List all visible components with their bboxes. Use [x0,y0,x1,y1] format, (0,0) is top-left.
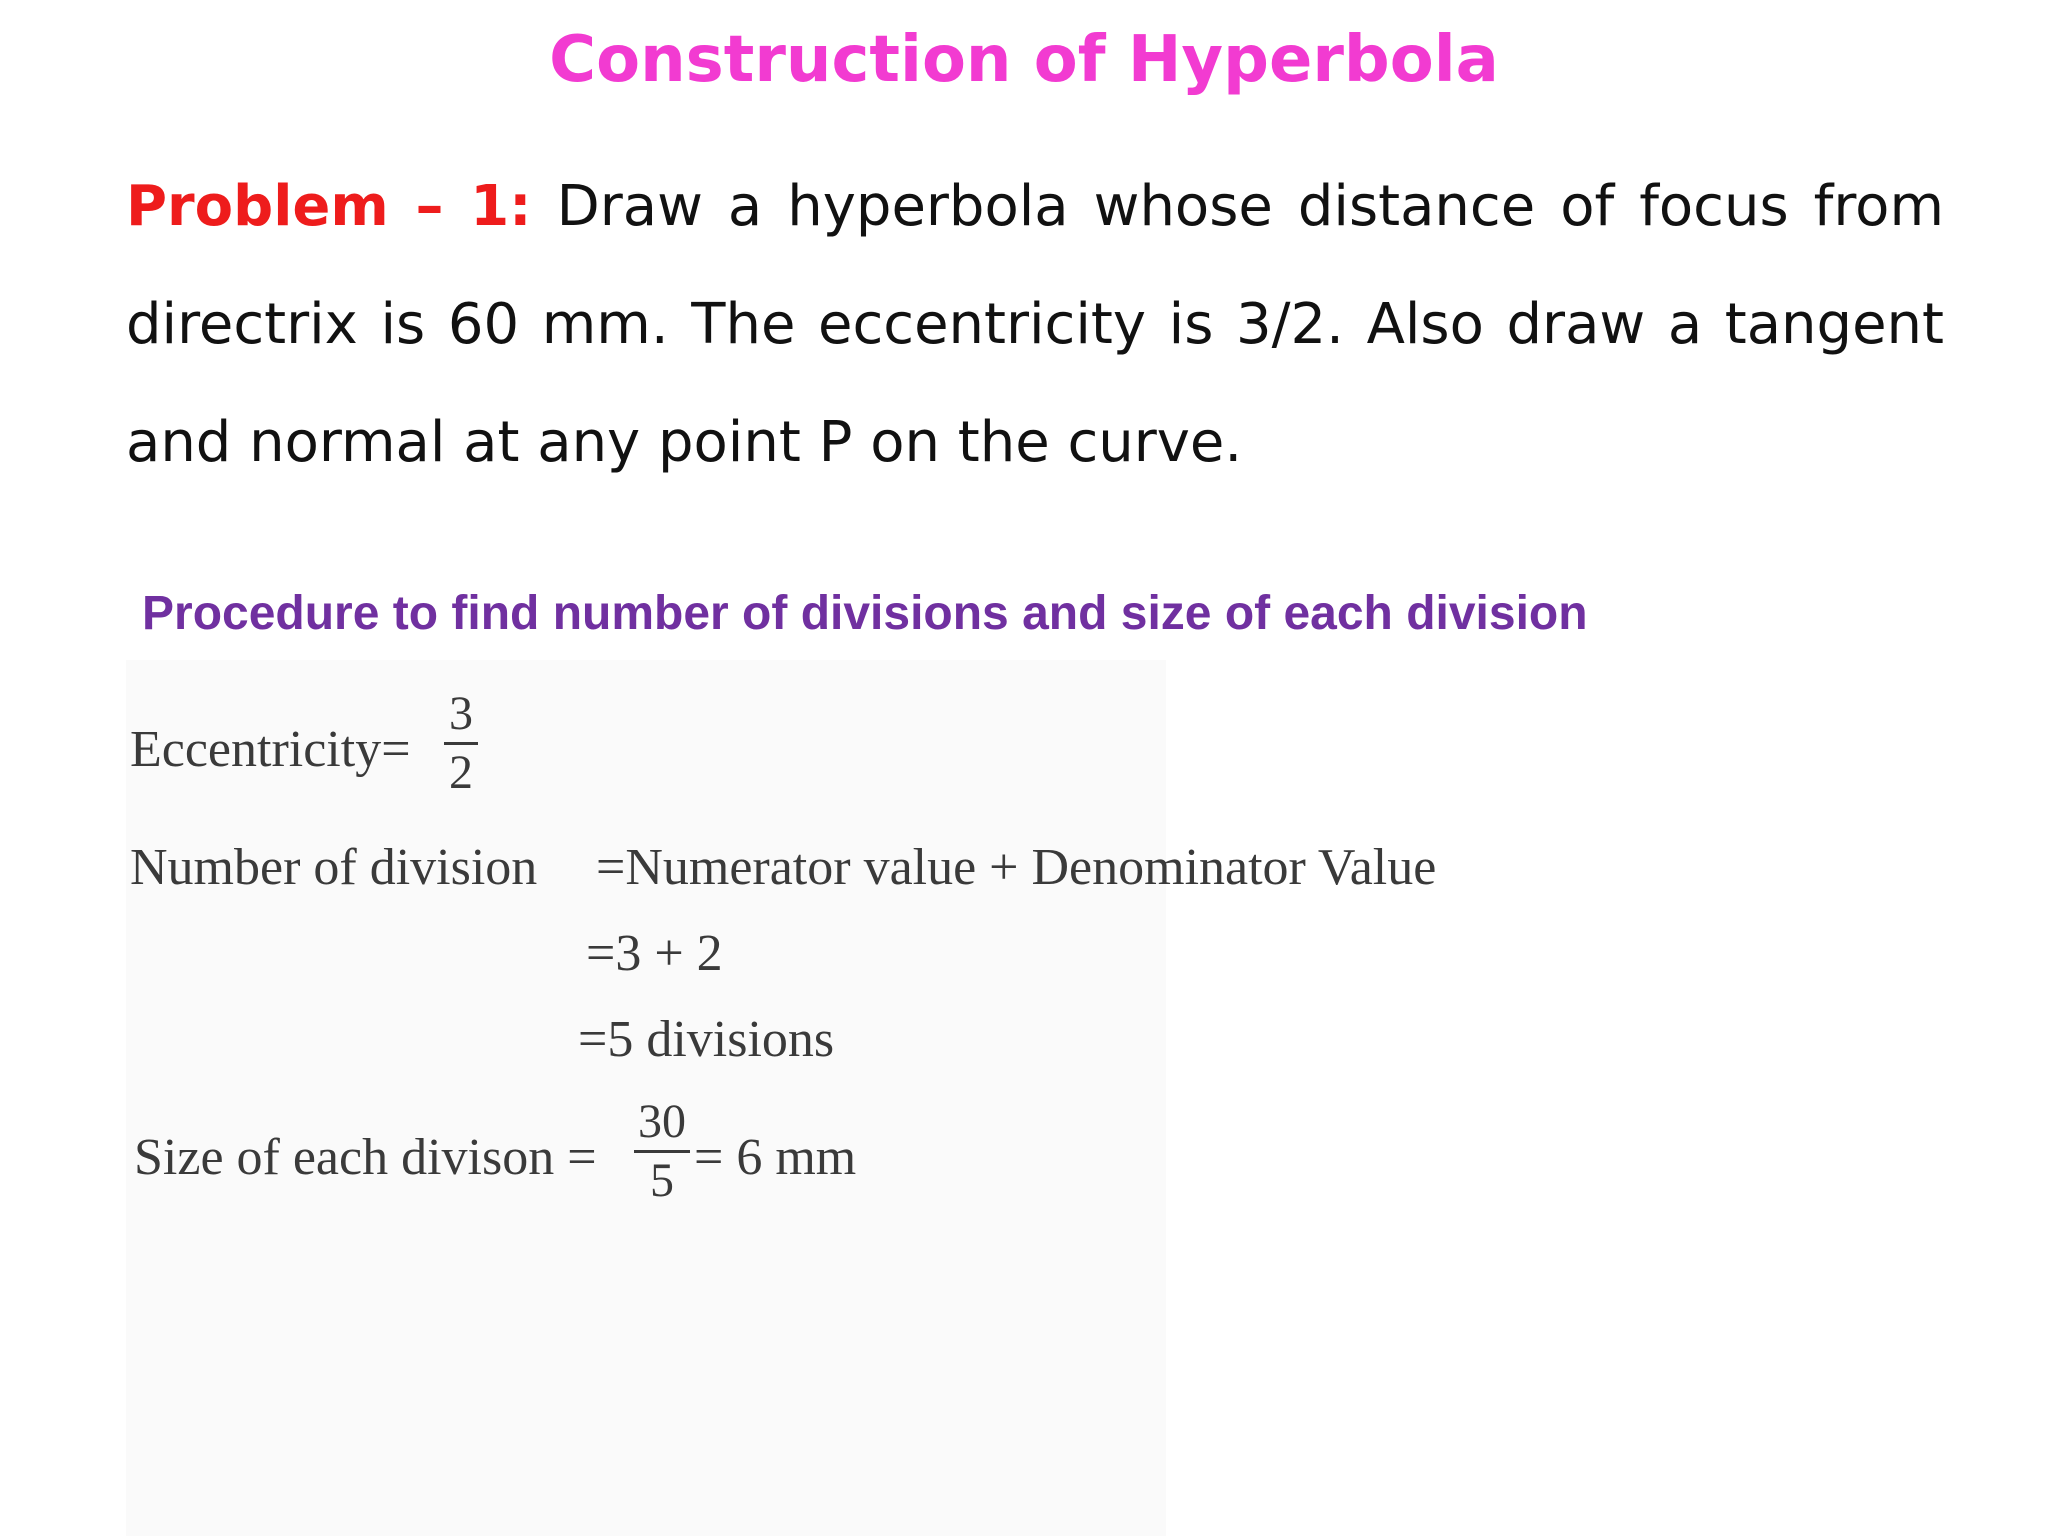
eccentricity-label: Eccentricity= [130,721,411,778]
fraction-bar [444,742,478,745]
divisions-formula: =Numerator value + Denominator Value [596,839,1437,896]
divisions-result: =5 divisions [578,1011,835,1068]
size-denominator: 5 [650,1154,674,1207]
size-numerator: 30 [638,1095,686,1148]
procedure-heading: Procedure to find number of divisions and size of each division [142,587,1588,640]
fraction-bar [634,1150,690,1153]
size-label: Size of each divison = [134,1129,597,1186]
problem-text: Draw a hyperbola whose distance of focus from directrix is 60 mm. The eccentricity is 3/2. Also draw a tangent and normal at any point P on the curve. [126,174,1944,475]
size-result: = 6 mm [694,1129,857,1186]
divisions-sum: =3 + 2 [586,925,723,982]
divisions-label: Number of division [130,839,538,896]
eccentricity-denominator: 2 [449,746,473,799]
size-fraction [634,1096,690,1207]
eccentricity-fraction [444,688,478,799]
slide-title: Construction of Hyperbola [549,23,1499,97]
problem-statement [126,148,1944,502]
math-working-image [126,660,1437,1536]
eccentricity-numerator: 3 [449,687,473,740]
problem-label: Problem – 1: [126,174,532,239]
